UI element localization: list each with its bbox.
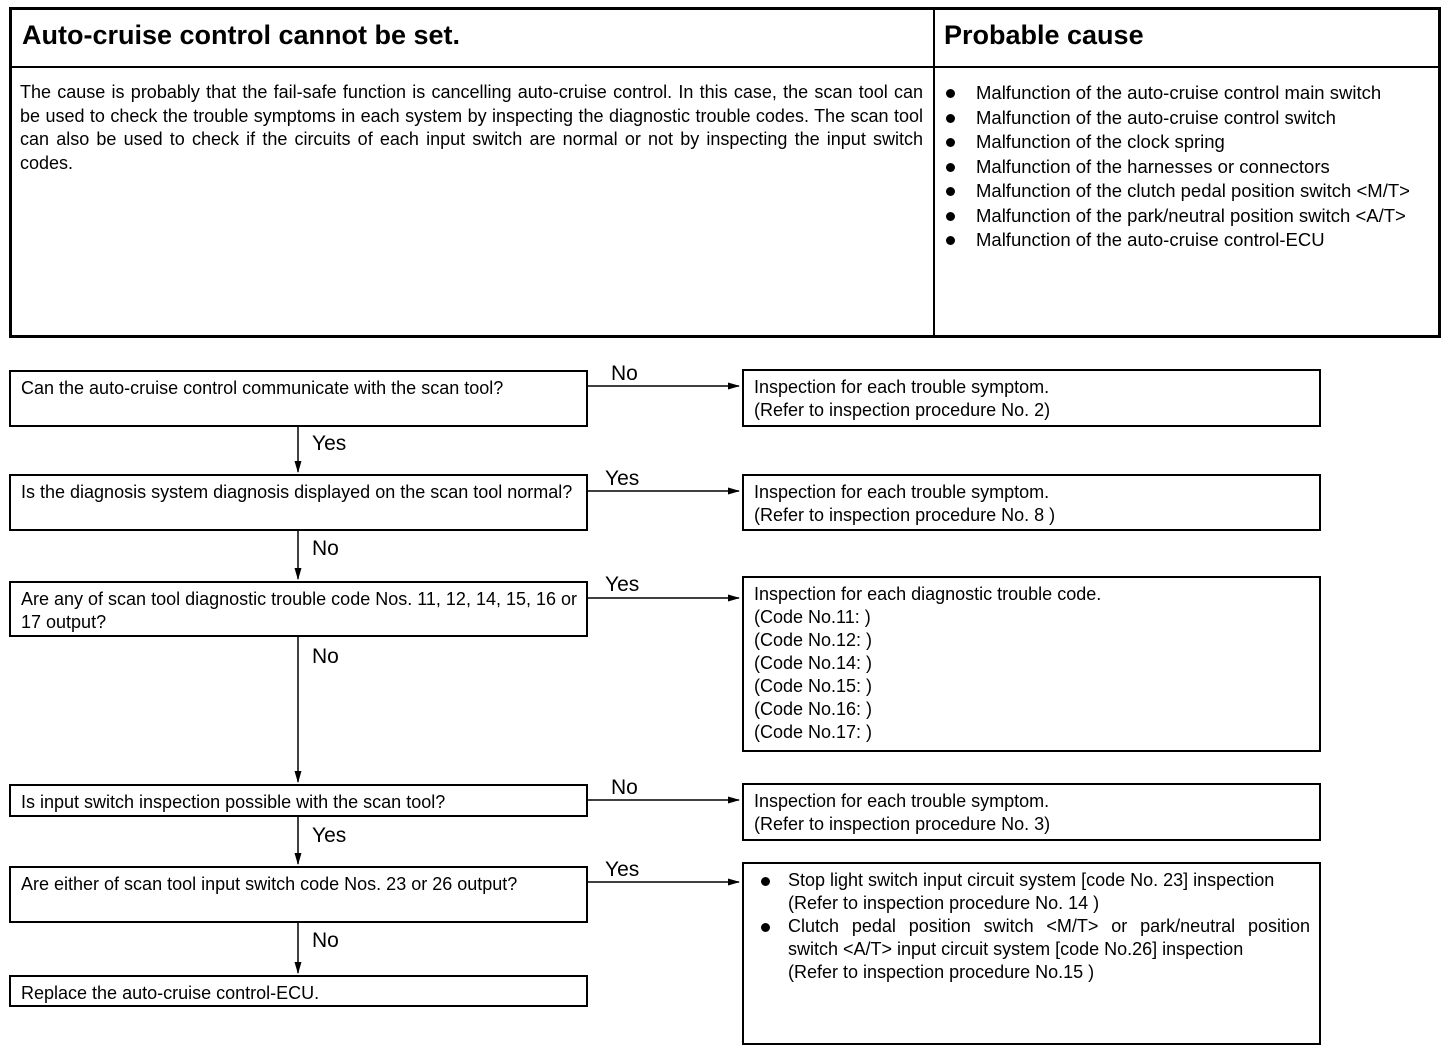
inspection-item [754, 915, 1310, 984]
question-text: Are any of scan tool diagnostic trouble code Nos. 11, 12, 14, 15, 16 or 17 output? [21, 589, 578, 632]
cause-item: Malfunction of the clock spring [943, 130, 1431, 155]
result-line: Inspection for each trouble symptom. [754, 377, 1050, 397]
action-text: Replace the auto-cruise control-ECU. [21, 983, 320, 1003]
cause-item: Malfunction of the clutch pedal position switch <M/T> [943, 179, 1431, 204]
code-item: (Code No.12: ) [754, 630, 873, 650]
question-box-input-switch-codes [9, 866, 588, 923]
result-reference: (Refer to inspection procedure No. 3) [754, 814, 1051, 834]
result-line: Inspection for each trouble symptom. [754, 482, 1050, 502]
question-box-input-switch-inspection [9, 784, 588, 817]
result-reference: (Refer to inspection procedure No. 8 ) [754, 505, 1056, 525]
probable-cause-title: Probable cause [944, 20, 1144, 50]
code-item: (Code No.16: ) [754, 699, 873, 719]
label-q4-no: No [611, 776, 638, 799]
question-text: Can the auto-cruise control communicate with the scan tool? [21, 378, 504, 398]
question-text: Is input switch inspection possible with the scan tool? [21, 792, 446, 812]
code-item: (Code No.14: ) [754, 653, 873, 673]
question-box-trouble-codes [9, 581, 588, 637]
label-q1-no: No [611, 362, 638, 385]
result-box-procedure-8 [742, 474, 1321, 531]
code-item: (Code No.11: ) [754, 607, 871, 627]
result-reference: (Refer to inspection procedure No. 2) [754, 400, 1051, 420]
question-box-diagnosis-normal [9, 474, 588, 531]
label-q2-yes: Yes [605, 467, 640, 490]
label-q1-yes: Yes [312, 432, 347, 455]
cause-item: Malfunction of the harnesses or connectors [943, 155, 1431, 180]
result-box-input-switch-codes [742, 862, 1321, 1045]
question-text: Is the diagnosis system diagnosis displayed on the scan tool normal? [21, 482, 573, 502]
cause-item: Malfunction of the auto-cruise control switch [943, 106, 1431, 131]
result-box-procedure-3 [742, 783, 1321, 841]
label-q3-no: No [312, 645, 339, 668]
action-box-replace-ecu [9, 975, 588, 1007]
inspection-text: Stop light switch input circuit system [code No. 23] inspection [788, 870, 1275, 890]
inspection-list [754, 869, 1310, 984]
question-box-communication [9, 370, 588, 427]
code-item: (Code No.17: ) [754, 722, 873, 742]
cause-item: Malfunction of the auto-cruise control-ECU [943, 228, 1431, 253]
label-q5-yes: Yes [605, 858, 640, 881]
label-q4-yes: Yes [312, 824, 347, 847]
inspection-item [754, 869, 1310, 915]
cause-item: Malfunction of the park/neutral position switch <A/T> [943, 204, 1431, 229]
inspection-text: Clutch pedal position switch <M/T> or park/neutral position switch <A/T> input circuit system [code No.26] inspection [788, 916, 1310, 959]
question-text: Are either of scan tool input switch code Nos. 23 or 26 output? [21, 874, 518, 894]
code-item: (Code No.15: ) [754, 676, 873, 696]
label-q2-no: No [312, 537, 339, 560]
result-line: Inspection for each diagnostic trouble code. [754, 584, 1102, 604]
result-line: Inspection for each trouble symptom. [754, 791, 1050, 811]
result-box-procedure-2 [742, 369, 1321, 427]
inspection-reference: (Refer to inspection procedure No. 14 ) [788, 893, 1100, 913]
symptom-description: The cause is probably that the fail-safe function is cancelling auto-cruise control. In this case, the scan tool can be used to check the trouble symptoms in each system by inspecting the diagnostic trouble codes. The scan tool can also be used to check if the circuits of each input switch are normal or not by inspecting the input switch codes. [20, 82, 923, 173]
cause-item: Malfunction of the auto-cruise control main switch [943, 81, 1431, 106]
result-box-trouble-codes [742, 576, 1321, 752]
symptom-title: Auto-cruise control cannot be set. [22, 20, 461, 50]
label-q3-yes: Yes [605, 573, 640, 596]
label-q5-no: No [312, 929, 339, 952]
inspection-reference: (Refer to inspection procedure No.15 ) [788, 962, 1095, 982]
